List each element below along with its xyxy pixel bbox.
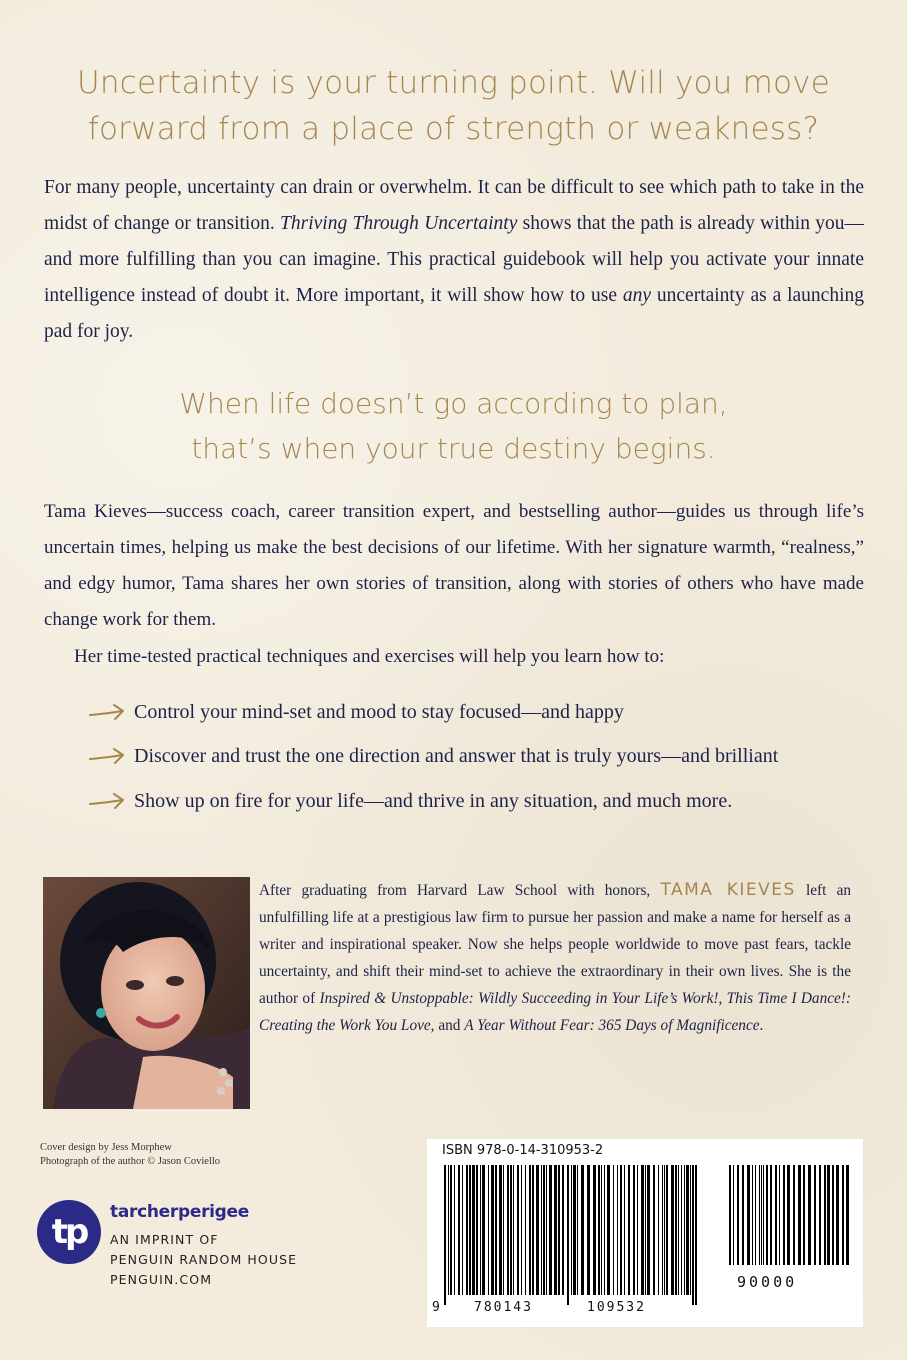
about-paragraph: Tama Kieves—success coach, career transition expert, and bestselling author—guides us through life’s uncertain times, helping us make the best decisions of our lifetime. With her signature warmth, “realness,” and edgy humor, Tama shares her own stories of transition, along with stories of others who have made change work for them. (44, 501, 864, 630)
intro-text-2: shows that the path is already within you—and more fulfilling than you can imagine. This practical guidebook will help you activate your innate intelligence instead of doubt it. More important, it will show how to use (44, 213, 865, 306)
author-photo (43, 877, 250, 1109)
bullet-item (88, 698, 888, 726)
bio-book-2: This Time I Dance!: Creating the Work You Love (259, 990, 851, 1034)
arrow-icon (88, 702, 126, 722)
barcode-digits-1: 780143 (474, 1300, 533, 1315)
bullet-text: Discover and trust the one direction and answer that is truly yours—and brilliant (134, 745, 779, 767)
intro-text-3: uncertainty as a launching pad for joy. (44, 285, 864, 342)
intro-text-1: For many people, uncertainty can drain or overwhelm. It can be difficult to see which path to take in the midst of change or transition. (44, 177, 864, 234)
bio-book-3: A Year Without Fear: 365 Days of Magnificence (464, 1017, 760, 1034)
publisher-name: tarcherperigee (110, 1202, 250, 1222)
imprint-line-2: PENGUIN RANDOM HOUSE (110, 1252, 298, 1267)
headline-line-1: Uncertainty is your turning point. Will you move (77, 65, 830, 101)
imprint-line-1: AN IMPRINT OF (110, 1232, 219, 1247)
bullet-text: Control your mind-set and mood to stay focused—and happy (134, 701, 624, 723)
subheading-line-1: When life doesn’t go according to plan, (179, 387, 728, 420)
bullet-text: Show up on fire for your life—and thrive in any situation, and much more. (134, 790, 733, 812)
isbn-text: ISBN 978-0-14-310953-2 (442, 1143, 604, 1158)
author-name: TAMA KIEVES (660, 880, 796, 900)
techniques-intro: Her time-tested practical techniques and exercises will help you learn how to: (74, 646, 665, 667)
bullet-item (88, 742, 888, 770)
imprint-line-3: PENGUIN.COM (110, 1272, 213, 1287)
bio-text-1: After graduating from Harvard Law School with honors, (259, 882, 651, 899)
book-title: Thriving Through Uncertainty (280, 213, 518, 234)
subheading-line-2: that’s when your true destiny begins. (191, 432, 716, 465)
author-bio: After graduating from Harvard Law School with honors, TAMA KIEVES left an unfulfilling life at a prestigious law firm to pursue her passion and make a name for herself as a writer and inspirational speaker. Now she helps people worldwide to move past fears, tackle uncertainty, and shift their mind-set to achieve the extraordinary in their own lives. She is the author of Inspired & Unstoppable: Wildly Succeeding in Your Life’s Work!, This Time I Dance!: Creating the Work You Love, and A Year Without Fear: 365 Days of Magnificence. (259, 880, 852, 1034)
photo-credit: Photograph of the author © Jason Coviello (40, 1156, 221, 1167)
barcode-digits-2: 109532 (587, 1300, 646, 1315)
arrow-icon (88, 746, 126, 766)
subheading (0, 381, 907, 471)
intro-paragraph (44, 170, 864, 350)
bio-book-1: Inspired & Unstoppable: Wildly Succeeding in Your Life’s Work! (319, 990, 719, 1007)
price-code: 90000 (737, 1273, 798, 1291)
intro-any: any (622, 285, 652, 306)
cover-credit: Cover design by Jess Morphew (40, 1142, 172, 1153)
bullet-item (88, 787, 888, 815)
barcode-digit-first: 9 (432, 1300, 440, 1315)
barcode-icon (442, 1165, 852, 1317)
headline (0, 60, 907, 152)
headline-line-2: forward from a place of strength or weakness? (87, 111, 820, 147)
publisher-logo: tp (37, 1200, 101, 1264)
bio-text-2: left an unfulfilling life at a prestigious law firm to pursue her passion and make a name for herself as a writer and inspirational speaker. Now she helps people worldwide to move past fears, tackle uncertainty, and shift their mind-set to achieve the extraordinary in their own lives. She is the author of (259, 882, 852, 1007)
arrow-icon (88, 791, 126, 811)
